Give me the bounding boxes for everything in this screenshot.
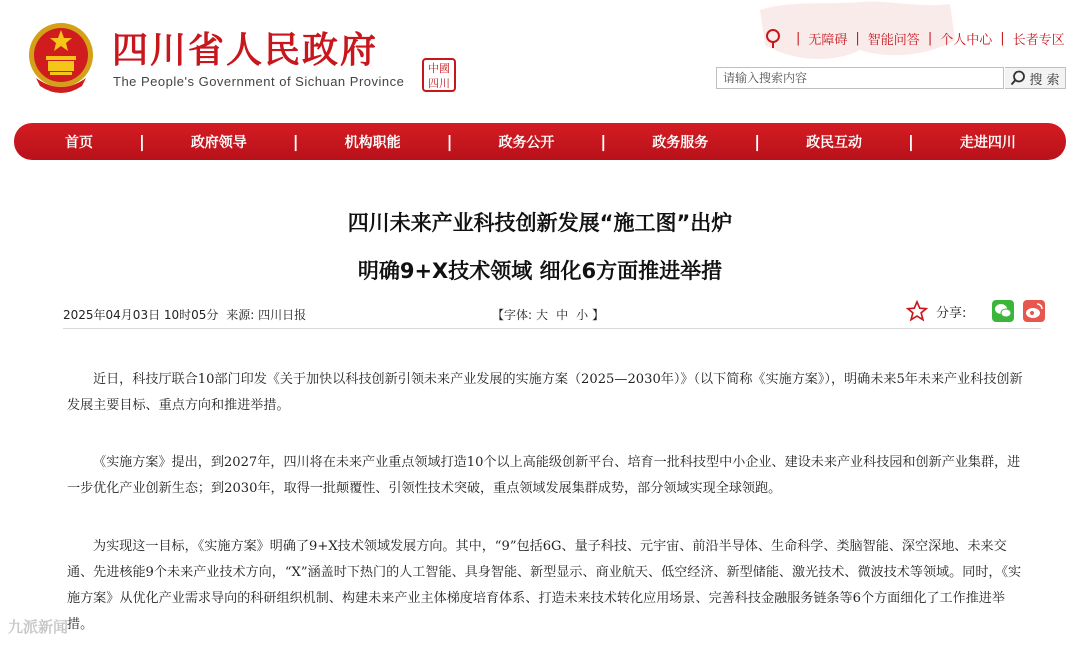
nav-separator: | <box>446 132 453 151</box>
font-size-medium[interactable]: 中 <box>556 308 569 322</box>
article-paragraph: 近日，科技厅联合10部门印发《关于加快以科技创新引领未来产业发展的实施方案（2025—2030年）》（以下简称《实施方案》），明确未来5年未来产业科技创新发展主要目标、重点方向和推进举措。 <box>67 372 1023 413</box>
font-size-control <box>492 306 604 323</box>
watermark-text: 九派新闻 <box>8 618 69 636</box>
nav-separator: | <box>292 132 299 151</box>
main-nav <box>14 123 1066 160</box>
site-header <box>0 0 1080 118</box>
nav-item-public-info[interactable]: 政务公开 <box>498 134 555 151</box>
top-link-elderly-zone[interactable]: 长者专区 <box>1012 32 1065 48</box>
site-subtitle: The People's Government of Sichuan Province <box>113 74 405 89</box>
nav-item-services[interactable]: 政务服务 <box>652 134 709 151</box>
article-meta <box>63 306 310 323</box>
nav-separator: | <box>600 132 607 151</box>
weibo-share-icon[interactable] <box>1023 300 1045 322</box>
search-button-label: 搜 索 <box>1029 72 1060 88</box>
top-link-accessibility[interactable]: 无障碍 <box>808 32 848 48</box>
publish-date: 2025年04月03日 10时05分 <box>63 308 219 322</box>
national-emblem-icon <box>26 20 96 94</box>
article-paragraph: 为实现这一目标，《实施方案》明确了9+X技术领域发展方向。其中，“9”包括6G、量子科技、元宇宙、前沿半导体、生命科学、类脑智能、深空深地、未来交通、先进核能9个未来产业技术方向，“X”涵盖时下热门的人工智能、具身智能、新型显示、商业航天、低空经济、新型储能、激光技术、微波技术等领域。同时，《实施方案》从优化产业需求导向的科研组织机制、构建未来产业主体梯度培育体系、打造未来技术转化应用场景、完善科技金融服务链条等6个方面细化了工作推进举措。 <box>67 539 1022 632</box>
share-label: 分享: <box>936 305 967 321</box>
search-icon <box>1010 70 1026 86</box>
location-pin-icon <box>764 28 782 48</box>
nav-item-home[interactable]: 首页 <box>65 134 93 151</box>
top-link-sep: | <box>927 30 933 46</box>
article-paragraph: 《实施方案》提出，到2027年，四川将在未来产业重点领域打造10个以上高能级创新平台、培育一批科技型中小企业、建设未来产业科技园和创新产业集群，进一步优化产业创新生态；到2030年，取得一批颠覆性、引领性技术突破，重点领域发展集群成势，部分领域实现全球领跑。 <box>67 455 1021 496</box>
meta-divider <box>63 328 1041 329</box>
article-title: 四川未来产业科技创新发展“施工图”出炉 <box>347 211 733 235</box>
search-input[interactable] <box>716 67 1004 89</box>
article-source: 来源: 四川日报 <box>226 308 307 322</box>
top-link-sep: | <box>796 30 801 46</box>
nav-item-interaction[interactable]: 政民互动 <box>806 134 863 151</box>
watermark <box>8 616 68 637</box>
seal-logo: 中國 四川 <box>422 58 456 92</box>
search-button[interactable] <box>1005 67 1066 89</box>
top-link-sep: | <box>855 30 860 46</box>
font-size-label: 【字体: <box>492 308 533 322</box>
top-link-smart-qa[interactable]: 智能问答 <box>867 32 920 48</box>
top-link-sep: | <box>1000 30 1005 46</box>
nav-item-about-sichuan[interactable]: 走进四川 <box>959 134 1016 151</box>
font-size-large[interactable]: 大 <box>536 308 549 322</box>
font-size-small[interactable]: 小 <box>576 308 589 322</box>
wechat-share-icon[interactable] <box>992 300 1014 322</box>
site-title: 四川省人民政府 <box>112 29 379 71</box>
favorite-star-icon[interactable] <box>906 300 928 322</box>
nav-separator: | <box>908 132 914 151</box>
top-link-personal-center[interactable]: 个人中心 <box>940 32 993 48</box>
nav-item-institutions[interactable]: 机构职能 <box>344 134 401 151</box>
nav-separator: | <box>754 132 761 151</box>
top-links <box>764 27 1065 49</box>
nav-separator: | <box>138 132 145 151</box>
article-subtitle: 明确9+X技术领域 细化6方面推进举措 <box>357 259 723 283</box>
share-area <box>906 300 1045 322</box>
font-size-close: 】 <box>592 308 605 322</box>
nav-item-leaders[interactable]: 政府领导 <box>190 134 247 151</box>
